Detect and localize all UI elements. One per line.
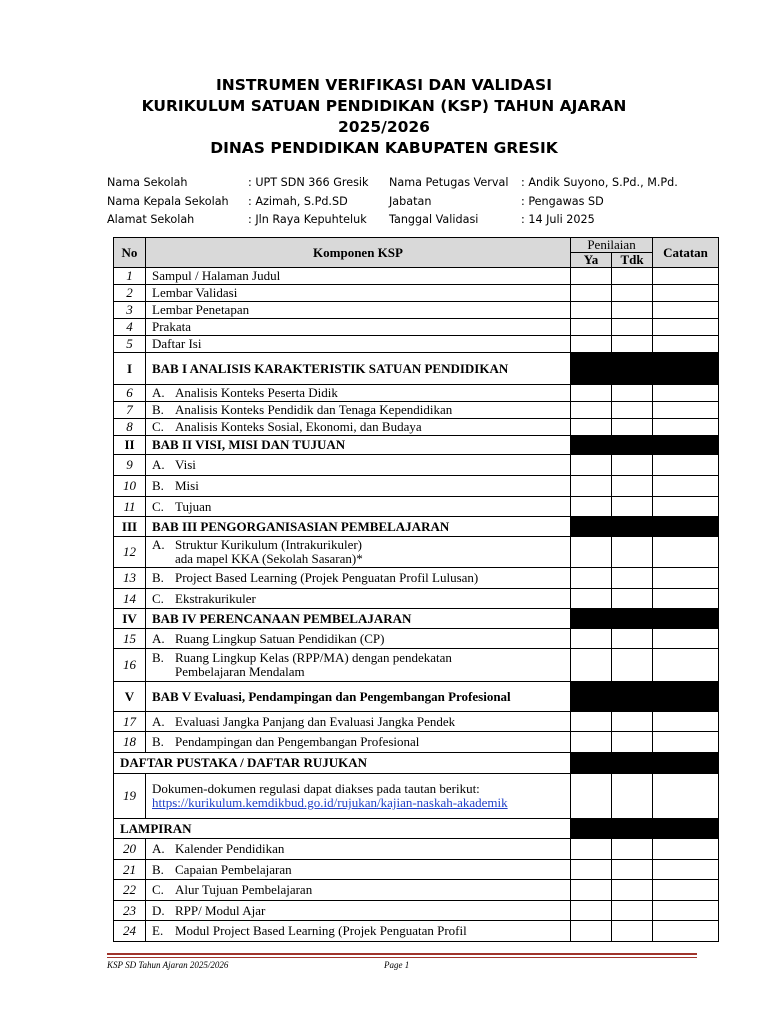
ya-cell[interactable] [571,629,612,649]
section-row [114,609,719,629]
table-row [114,476,719,497]
tdk-cell[interactable] [612,712,653,732]
rujukan-link[interactable]: https://kurikulum.kemdikbud.go.id/rujukan/kajian-naskah-akademik [152,795,508,810]
tdk-cell[interactable] [612,629,653,649]
footer-rule-thin [107,957,697,958]
tdk-cell[interactable] [612,455,653,476]
catatan-cell[interactable] [653,336,719,353]
item-letter: A. [152,630,165,646]
row-text: Sampul / Halaman Judul [146,268,571,285]
section-title: BAB IV PERENCANAAN PEMBELAJARAN [146,609,571,629]
tdk-cell[interactable] [612,774,653,819]
row-text: Capaian Pembelajaran [175,861,292,877]
section-title: BAB II VISI, MISI DAN TUJUAN [146,436,571,455]
col-komponen-header: Komponen KSP [146,238,571,268]
footer-doc-name: KSP SD Tahun Ajaran 2025/2026 [107,960,229,970]
ya-cell[interactable] [571,319,612,336]
row-number: 22 [114,880,146,901]
section-number: I [114,353,146,385]
ya-cell[interactable] [571,455,612,476]
section-row [114,753,719,774]
ya-cell[interactable] [571,419,612,436]
item-letter: C. [152,590,164,606]
ya-cell[interactable] [571,712,612,732]
row-text: Visi [175,457,196,472]
footer-rule [107,953,697,955]
footer-page-number: Page 1 [384,960,410,970]
shaded-cell [571,517,719,537]
col-no-header: No [114,238,146,268]
ya-cell[interactable] [571,302,612,319]
catatan-cell[interactable] [653,402,719,419]
row-text: Daftar Isi [146,336,571,353]
tdk-cell[interactable] [612,589,653,609]
section-title: BAB III PENGORGANISASIAN PEMBELAJARAN [146,517,571,537]
row-text: Ruang Lingkup Satuan Pendidikan (CP) [175,630,385,646]
tanggal-value: : 14 Juli 2025 [521,213,595,226]
petugas-value: : Andik Suyono, S.Pd., M.Pd. [521,176,678,189]
item-letter: E. [152,923,164,938]
tdk-cell[interactable] [612,302,653,319]
catatan-cell[interactable] [653,732,719,753]
section-title: DAFTAR PUSTAKA / DAFTAR RUJUKAN [114,753,571,774]
doc-title-line1: INSTRUMEN VERIFIKASI DAN VALIDASI [216,76,552,94]
catatan-cell[interactable] [653,712,719,732]
row-text: Evaluasi Jangka Panjang dan Evaluasi Jangka Pendek [175,713,456,729]
table-row [114,419,719,436]
shaded-cell [571,609,719,629]
catatan-cell[interactable] [653,629,719,649]
catatan-cell[interactable] [653,860,719,880]
tdk-cell[interactable] [612,732,653,753]
tdk-cell[interactable] [612,385,653,402]
row-text: Dokumen-dokumen regulasi dapat diakses pada tautan berikut: [152,781,480,796]
row-text: Kalender Pendidikan [175,841,285,856]
tdk-cell[interactable] [612,901,653,921]
catatan-cell[interactable] [653,319,719,336]
jabatan-label: Jabatan [389,194,432,208]
row-text-line2: ada mapel KKA (Sekolah Sasaran)* [175,551,363,566]
catatan-cell[interactable] [653,497,719,517]
table-row [114,649,719,682]
section-title: LAMPIRAN [114,819,571,839]
doc-title-line2: KURIKULUM SATUAN PENDIDIKAN (KSP) TAHUN AJARAN [141,97,627,115]
sekolah-label: Nama Sekolah [107,176,188,189]
tdk-cell[interactable] [612,497,653,517]
alamat-label: Alamat Sekolah [107,213,195,226]
row-text: Prakata [146,319,571,336]
row-text: Modul Project Based Learning (Projek Penguatan Profil [175,923,467,938]
doc-title-line3: 2025/2026 [338,118,430,136]
doc-title-line4: DINAS PENDIDIKAN KABUPATEN GRESIK [210,139,558,157]
row-number: 21 [114,860,146,880]
row-number: 12 [114,537,146,568]
table-row [114,901,719,921]
kepala-label: Nama Kepala Sekolah [107,194,229,208]
kepala-value: : Azimah, S.Pd.SD [248,194,348,208]
petugas-label: Nama Petugas Verval [389,176,509,189]
tdk-cell[interactable] [612,336,653,353]
tdk-cell[interactable] [612,476,653,497]
table-row [114,568,719,589]
section-number: III [114,517,146,537]
row-number: 19 [114,774,146,819]
sekolah-value: : UPT SDN 366 Gresik [248,176,369,189]
row-number: 11 [114,497,146,517]
tdk-cell[interactable] [612,880,653,901]
table-row [114,712,719,732]
table-row [114,285,719,302]
row-number: 9 [114,455,146,476]
tdk-cell[interactable] [612,402,653,419]
table-row [114,880,719,901]
tdk-cell[interactable] [612,419,653,436]
col-tdk-header: Tdk [612,253,653,268]
row-number: 4 [114,319,146,336]
catatan-cell[interactable] [653,419,719,436]
shaded-cell [571,819,719,839]
col-ya-header: Ya [571,253,612,268]
row-number: 8 [114,419,146,436]
row-number: 16 [114,649,146,682]
ya-cell[interactable] [571,336,612,353]
tdk-cell[interactable] [612,921,653,942]
section-row [114,517,719,537]
section-row [114,682,719,712]
shaded-cell [571,436,719,455]
ya-cell[interactable] [571,568,612,589]
row-number: 20 [114,839,146,860]
section-number: IV [114,609,146,629]
item-letter: B. [152,861,164,877]
table-row [114,402,719,419]
ya-cell[interactable] [571,589,612,609]
table-row [114,336,719,353]
row-number: 13 [114,568,146,589]
row-number: 14 [114,589,146,609]
row-number: 2 [114,285,146,302]
table-row [114,732,719,753]
ya-cell[interactable] [571,921,612,942]
item-letter: A. [152,457,165,472]
row-text: Alur Tujuan Pembelajaran [175,882,313,897]
section-row [114,436,719,455]
row-text: Misi [175,478,199,493]
item-letter: A. [152,841,165,856]
row-number: 6 [114,385,146,402]
row-text: Project Based Learning (Projek Penguatan Profil Lulusan) [175,570,479,585]
row-text: Lembar Penetapan [146,302,571,319]
tdk-cell[interactable] [612,568,653,589]
ya-cell[interactable] [571,476,612,497]
catatan-cell[interactable] [653,568,719,589]
table-row [114,839,719,860]
tdk-cell[interactable] [612,649,653,682]
ya-cell[interactable] [571,497,612,517]
catatan-cell[interactable] [653,880,719,901]
row-text: Lembar Validasi [146,285,571,302]
item-letter: B. [152,734,164,749]
ya-cell[interactable] [571,901,612,921]
catatan-cell[interactable] [653,268,719,285]
item-letter: A. [152,385,165,400]
shaded-cell [571,353,719,385]
item-letter: D. [152,902,165,918]
ya-cell[interactable] [571,537,612,568]
table-row [114,385,719,402]
ya-cell[interactable] [571,385,612,402]
table-row [114,629,719,649]
col-penilaian-header: Penilaian [571,238,653,253]
ya-cell[interactable] [571,774,612,819]
col-catatan-header: Catatan [653,238,719,268]
row-text: Ruang Lingkup Kelas (RPP/MA) dengan pendekatan [175,650,452,665]
shaded-cell [571,753,719,774]
row-text: Ekstrakurikuler [175,590,256,606]
catatan-cell[interactable] [653,476,719,497]
section-number: II [114,436,146,455]
catatan-cell[interactable] [653,385,719,402]
row-number: 23 [114,901,146,921]
row-text: Analisis Konteks Pendidik dan Tenaga Kependidikan [175,402,453,417]
item-letter: B. [152,402,164,417]
section-row [114,819,719,839]
table-row [114,319,719,336]
ya-cell[interactable] [571,402,612,419]
item-letter: B. [152,478,164,493]
row-text: Analisis Konteks Sosial, Ekonomi, dan Budaya [175,419,422,434]
item-letter: B. [152,650,164,665]
section-number: V [114,682,146,712]
tdk-cell[interactable] [612,285,653,302]
table-row [114,774,719,819]
item-letter: B. [152,570,164,585]
catatan-cell[interactable] [653,839,719,860]
ya-cell[interactable] [571,732,612,753]
row-number: 10 [114,476,146,497]
ya-cell[interactable] [571,860,612,880]
row-number: 5 [114,336,146,353]
table-row [114,860,719,880]
row-text: Struktur Kurikulum (Intrakurikuler) [175,537,363,552]
catatan-cell[interactable] [653,921,719,942]
catatan-cell[interactable] [653,774,719,819]
catatan-cell[interactable] [653,537,719,568]
ya-cell[interactable] [571,839,612,860]
catatan-cell[interactable] [653,901,719,921]
row-number: 1 [114,268,146,285]
table-row [114,497,719,517]
tanggal-label: Tanggal Validasi [389,213,479,226]
item-letter: C. [152,419,164,434]
table-row [114,921,719,942]
row-text-line2: Pembelajaran Mendalam [175,664,305,679]
section-title: BAB V Evaluasi, Pendampingan dan Pengembangan Profesional [146,682,571,712]
ksp-checklist-table [113,237,719,942]
row-number: 18 [114,732,146,753]
row-text: RPP/ Modul Ajar [175,902,266,918]
table-row [114,589,719,609]
tdk-cell[interactable] [612,860,653,880]
ya-cell[interactable] [571,268,612,285]
row-number: 3 [114,302,146,319]
item-letter: A. [152,713,165,729]
ya-cell[interactable] [571,285,612,302]
catatan-cell[interactable] [653,589,719,609]
catatan-cell[interactable] [653,649,719,682]
shaded-cell [571,682,719,712]
jabatan-value: : Pengawas SD [521,194,604,208]
table-row [114,537,719,568]
section-row [114,353,719,385]
row-number: 15 [114,629,146,649]
tdk-cell[interactable] [612,537,653,568]
ya-cell[interactable] [571,649,612,682]
alamat-value: : Jln Raya Kepuhteluk [248,213,367,226]
table-row [114,268,719,285]
tdk-cell[interactable] [612,268,653,285]
table-row [114,302,719,319]
item-letter: A. [152,537,165,552]
tdk-cell[interactable] [612,319,653,336]
section-title: BAB I ANALISIS KARAKTERISTIK SATUAN PENDIDIKAN [146,353,571,385]
item-letter: C. [152,882,164,897]
row-text: Analisis Konteks Peserta Didik [175,385,338,400]
ya-cell[interactable] [571,880,612,901]
item-letter: C. [152,498,164,514]
row-number: 24 [114,921,146,942]
catatan-cell[interactable] [653,285,719,302]
row-text: Pendampingan dan Pengembangan Profesional [175,734,420,749]
catatan-cell[interactable] [653,302,719,319]
table-row [114,455,719,476]
row-number: 7 [114,402,146,419]
row-text: Tujuan [175,498,212,514]
row-number: 17 [114,712,146,732]
catatan-cell[interactable] [653,455,719,476]
tdk-cell[interactable] [612,839,653,860]
